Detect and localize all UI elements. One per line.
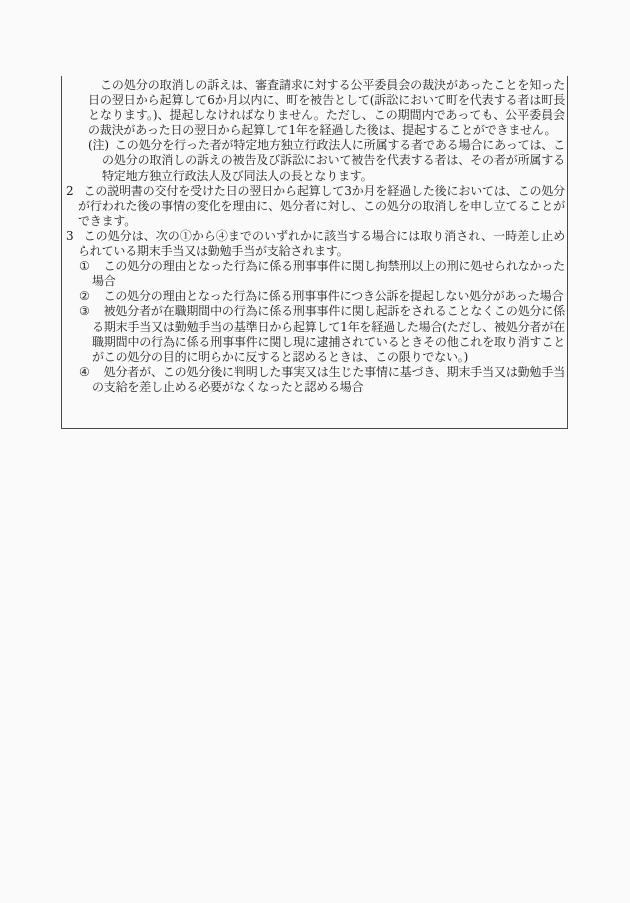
note-clause [88,138,565,183]
clause-2-number: 2 [66,183,74,198]
appeal-notice-box [61,76,568,429]
note-label: (注) [88,138,109,153]
clause-3 [66,229,565,259]
note-text: この処分を行った者が特定地方独立行政法人に所属する者である場合にあっては、この処分の取消しの訴えの被告及び訴訟において被告を代表する者は、その者が所属する特定地方独立行政法人及び同法人の長となります。 [102,138,565,183]
subitem-4-number: ④ [79,364,90,379]
clause-3-lead-text: この処分は、次の①から④までのいずれかに該当する場合には取り消され、一時差し止められている期末手当又は勤勉手当が支給されます。 [78,228,565,259]
clause-1-continuation-text: この処分の取消しの訴えは、審査請求に対する公平委員会の裁決があったことを知った日の翌日から起算して6か月以内に、町を被告として(訴訟において町を代表する者は町長となります。)、提起しなければなりません。ただし、この期間内であっても、公平委員会の裁決があった日の翌日から起算して1年を経過した後は、提起することができません。 [88,78,565,138]
subitem-4-text: 処分者が、この処分後に判明した事実又は生じた事情に基づき、期末手当又は勤勉手当の支給を差し止める必要がなくなったと認める場合 [92,364,565,394]
subitem-1-text: この処分の理由となった行為に係る刑事事件に関し拘禁刑以上の刑に処せられなかった場合 [92,259,565,289]
clause-2-text: この説明書の交付を受けた日の翌日から起算して3か月を経過した後においては、この処分が行われた後の事情の変化を理由に、処分者に対し、この処分の取消しを申し立てることができます。 [78,183,565,228]
clause-3-number: 3 [66,228,74,243]
clause-3-subitem-2 [79,289,565,304]
subitem-2-number: ② [79,289,90,304]
subitem-1-number: ① [79,259,90,274]
subitem-3-number: ③ [79,304,90,319]
subitem-2-text: この処分の理由となった行為に係る刑事事件につき公訴を提起しない処分があった場合 [103,289,564,304]
clause-1-continuation-paragraph [88,78,565,138]
clause-3-subitem-1 [79,259,565,289]
clause-2 [66,184,565,229]
clause-3-subitem-4 [79,365,565,395]
clause-3-subitem-3 [79,304,565,364]
subitem-3-text: 被処分者が在職期間中の行為に係る刑事事件に関し起訴をされることなくこの処分に係る期末手当又は勤勉手当の基準日から起算して1年を経過した場合(ただし、被処分者が在職期間中の行為に係る刑事事件に関し現に逮捕されているときその他これを取り消すことがこの処分の目的に明らかに反すると認めるときは、この限りでない。) [92,304,565,364]
